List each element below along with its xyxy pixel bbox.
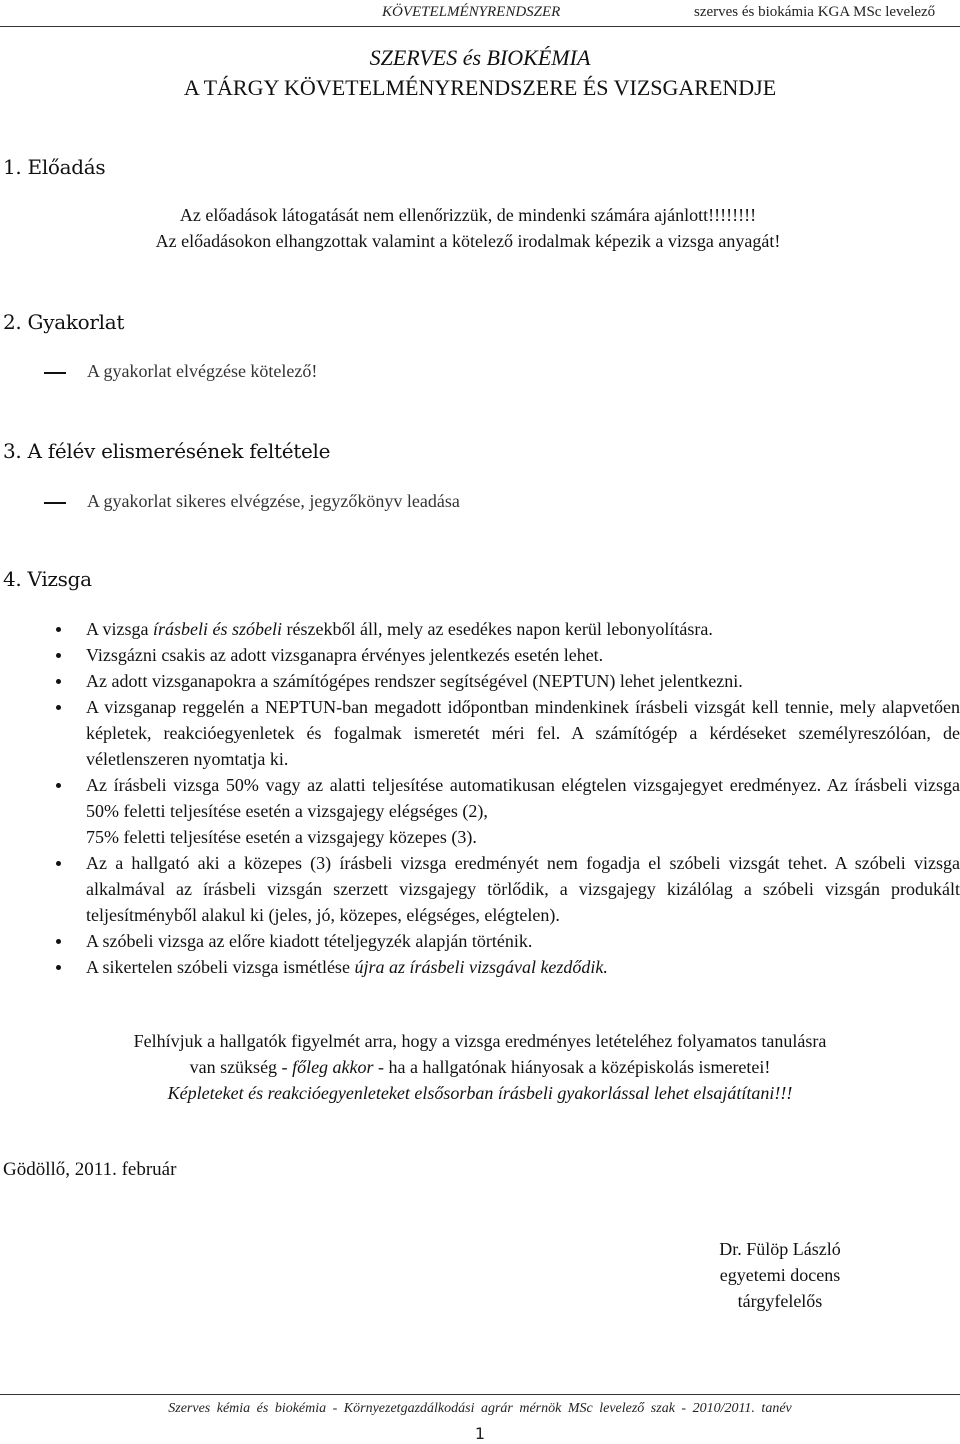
exam-rule: Az írásbeli vizsga 50% vagy az alatti teljesítése automatikusan elégtelen vizsgajegyet eredményez. Az írásbeli vizsga 50% feletti teljesítése esetén a vizsgajegy elégséges (2), 75% feletti teljesítése esetén a vizsgajegy közepes (3). [56,772,960,850]
bullet-icon [56,861,61,866]
bullet-icon [56,965,61,970]
closing-line-2: van szükség - főleg akkor - ha a hallgatónak hiányosak a középiskolás ismeretei! [189,1057,771,1077]
closing-line-1: Felhívjuk a hallgatók figyelmét arra, hogy a vizsga eredményes letételéhez folyamatos tanulásra [133,1031,827,1051]
bullet-icon [56,783,61,788]
bullet-icon [56,627,61,632]
condition-item-text: A gyakorlat sikeres elvégzése, jegyzőkönyv leadása [87,491,460,511]
exam-rule: Az a hallgató aki a közepes (3) írásbeli vizsga eredményét nem fogadja el szóbeli vizsgát tehet. A szóbeli vizsga alkalmával az írásbeli vizsgán szerzett vizsgajegy törlődik, a vizsgajegy kizálólag a szóbeli vizsgán produkált teljesítményből alakul ki (jeles, jó, közepes, elégséges, elégtelen). [56,850,960,928]
document-subtitle: A TÁRGY KÖVETELMÉNYRENDSZERE ÉS VIZSGARENDJE [183,75,777,100]
signature-block [700,1236,960,1314]
exam-rule: Az adott vizsganapokra a számítógépes rendszer segítségével (NEPTUN) lehet jelentkezni. [56,668,960,694]
condition-item [44,491,460,512]
running-header-left: KÖVETELMÉNYRENDSZER [382,4,561,20]
bullet-icon [56,705,61,710]
exam-rule: A vizsga írásbeli és szóbeli részekből áll, mely az esedékes napon kerül lebonyolításra. [56,616,960,642]
date-place: Gödöllő, 2011. február [3,1159,177,1180]
section-heading-semester-condition: 3. A félév elismerésének feltétele [3,439,331,463]
bullet-icon [56,679,61,684]
section-heading-lectures: 1. Előadás [3,155,106,179]
section-heading-practice: 2. Gyakorlat [3,310,125,334]
closing-line-3: Képleteket és reakcióegyenleteket elsősorban írásbeli gyakorlással lehet elsajátítani!!! [167,1083,793,1103]
lectures-text-2: Az előadásokon elhangzottak valamint a kötelező irodalmak képezik a vizsga anyagát! [155,231,781,251]
header-divider [0,26,960,27]
signer-role: tárgyfelelős [737,1291,823,1311]
exam-rule: A szóbeli vizsga az előre kiadott tételjegyzék alapján történik. [56,928,960,954]
exam-rule: A sikertelen szóbeli vizsga ismétlése újra az írásbeli vizsgával kezdődik. [56,954,960,980]
footer-divider [0,1394,960,1395]
dash-marker [44,372,66,374]
signer-name: Dr. Fülöp László [719,1239,841,1259]
practice-item-text: A gyakorlat elvégzése kötelező! [87,361,318,381]
exam-rule: A vizsganap reggelén a NEPTUN-ban megadott időpontban mindenkinek írásbeli vizsgát kell tennie, mely alapvetően képletek, reakcióegyenletek és fogalmak ismeretét méri fel. A számítógép a kérdéseket személyreszólóan, de véletlenszeren nyomtatja ki. [56,694,960,772]
bullet-icon [56,653,61,658]
document-title: SZERVES és BIOKÉMIA [369,45,591,70]
practice-item [44,361,317,382]
exam-rules-list [56,616,960,980]
page-number: 1 [474,1424,486,1443]
running-header-right: szerves és biokámia KGA MSc levelező [694,4,936,20]
closing-note [0,1028,960,1106]
dash-marker [44,502,66,504]
running-footer: Szerves kémia és biokémia - Környezetgazdálkodási agrár mérnök MSc levelező szak - 2010/2011. tanév [168,1401,792,1416]
section-heading-exam: 4. Vizsga [3,567,92,591]
signer-title: egyetemi docens [719,1265,841,1285]
exam-rule: Vizsgázni csakis az adott vizsganapra érvényes jelentkezés esetén lehet. [56,642,960,668]
bullet-icon [56,939,61,944]
lectures-text-1: Az előadások látogatását nem ellenőrizzük, de mindenki számára ajánlott!!!!!!!! [179,205,757,225]
